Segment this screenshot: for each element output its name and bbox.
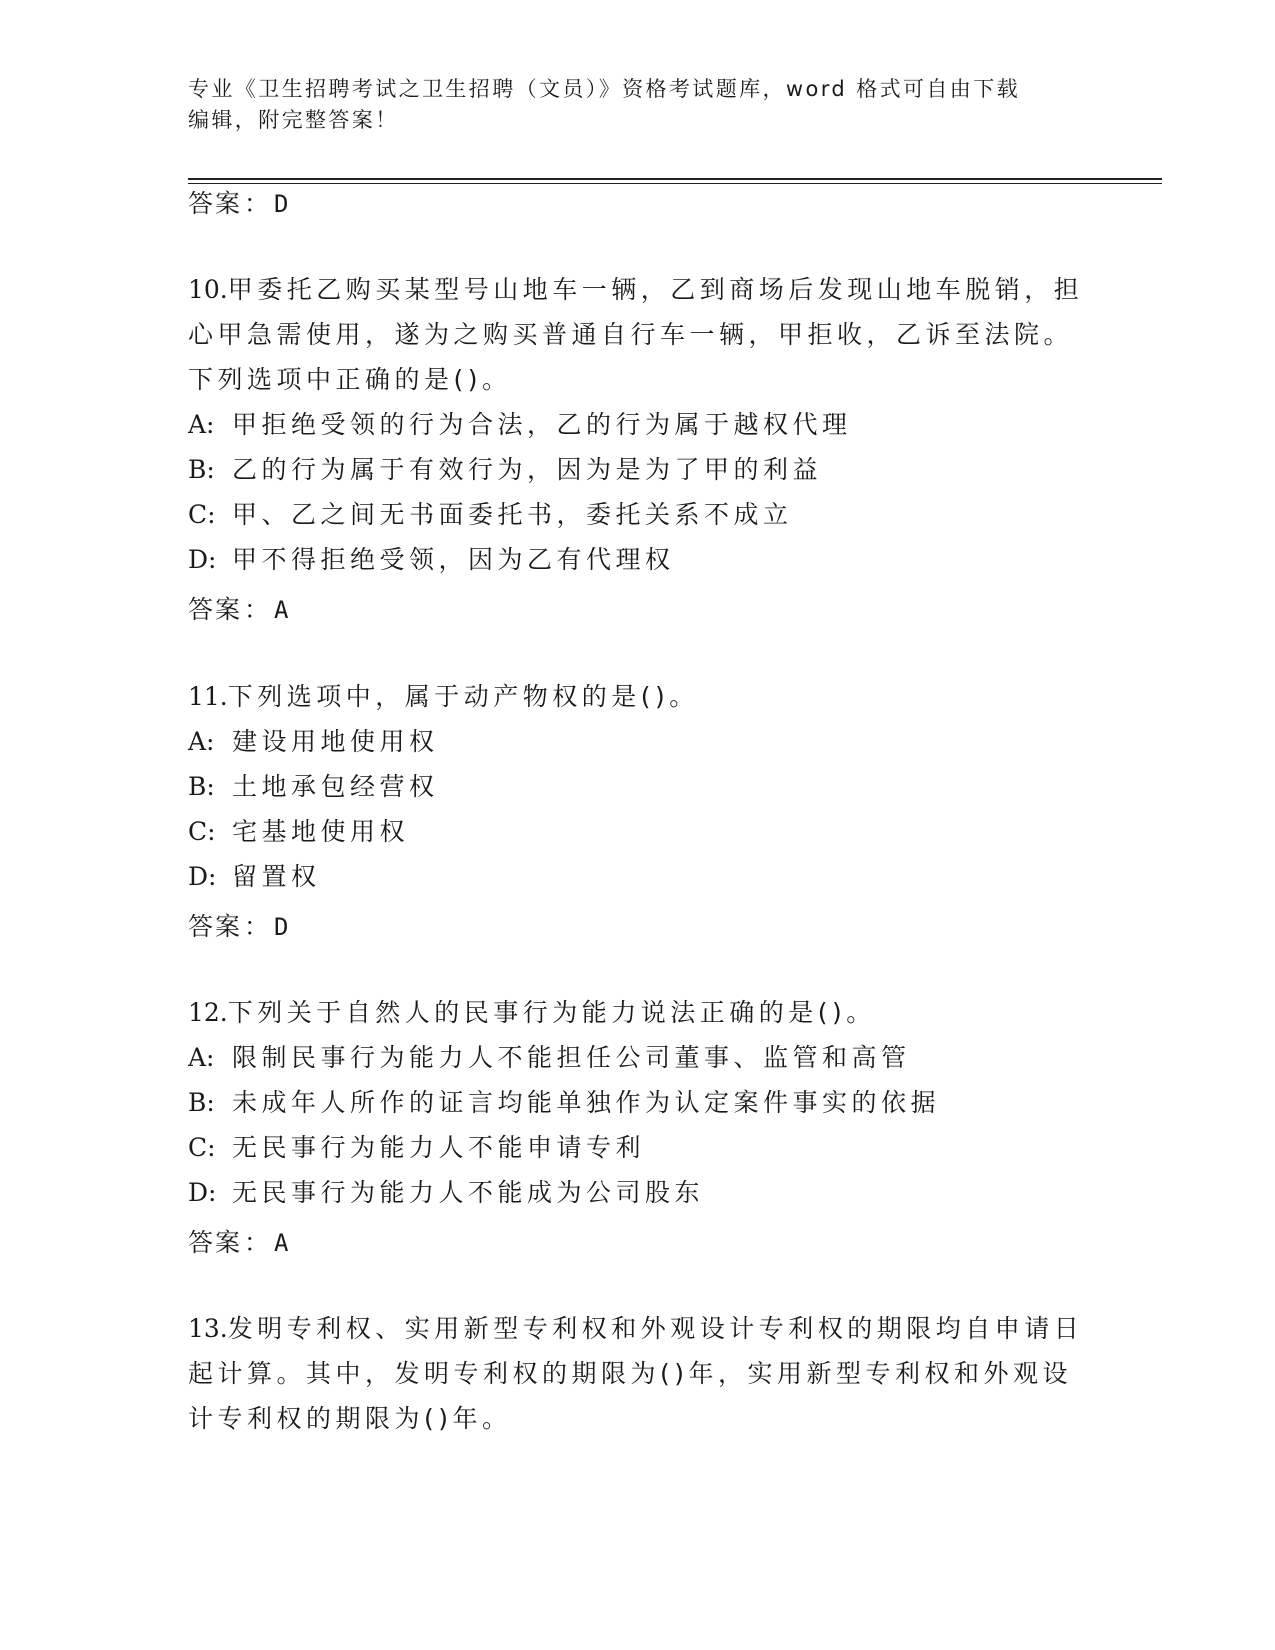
answer-label: 答案 [188,189,243,218]
answer-value: D [274,190,290,218]
option-key: B: [188,1088,215,1117]
intro-line-2: 编辑，附完整答案！ [188,108,399,132]
answer-label: 答案 [188,912,243,941]
answer-value: D [274,913,290,941]
question-number: 11. [188,682,228,711]
option-c [188,498,793,532]
option-key: A: [188,727,215,756]
question-line [188,680,699,714]
option-key: A: [188,1043,215,1072]
option-c [188,1131,645,1165]
question-text: 下列选项中正确的是()。 [188,365,512,394]
answer-separator: ： [244,1228,271,1257]
question-number: 10. [188,275,228,304]
option-key: C: [188,1133,216,1162]
answer-separator: ： [244,189,271,218]
question-line [188,318,1073,352]
option-text: 宅基地使用权 [232,817,410,846]
question-line [188,1357,1072,1391]
option-text: 无民事行为能力人不能成为公司股东 [232,1178,705,1207]
question-line [188,1312,1083,1346]
question-text: 发明专利权、实用新型专利权和外观设计专利权的期限均自申请日 [227,1314,1084,1343]
document-intro [188,74,1068,136]
option-b [188,453,822,487]
answer-line [188,910,289,944]
answer-label: 答案 [188,1228,243,1257]
question-text: 计专利权的期限为()年。 [188,1404,512,1433]
option-text: 未成年人所作的证言均能单独作为认定案件事实的依据 [232,1088,941,1117]
answer-line [188,593,289,627]
option-key: A: [188,410,215,439]
option-text: 甲、乙之间无书面委托书，委托关系不成立 [232,500,793,529]
question-text: 下列选项中，属于动产物权的是()。 [227,682,699,711]
option-b [188,1086,940,1120]
option-key: B: [188,455,215,484]
option-key: C: [188,817,216,846]
question-line [188,273,1083,307]
option-key: D: [188,545,217,574]
option-text: 限制民事行为能力人不能担任公司董事、监管和高管 [232,1043,911,1072]
option-a [188,1041,911,1075]
header-rule-thick [188,178,1162,180]
question-line [188,1402,512,1436]
intro-line-1: 专业《卫生招聘考试之卫生招聘（文员）》资格考试题库，word 格式可自由下载 [188,77,1020,101]
option-key: B: [188,772,215,801]
question-text: 下列关于自然人的民事行为能力说法正确的是()。 [227,998,876,1027]
option-text: 甲不得拒绝受领，因为乙有代理权 [232,545,675,574]
question-line [188,996,876,1030]
option-text: 乙的行为属于有效行为，因为是为了甲的利益 [232,455,823,484]
answer-value: A [274,1229,290,1257]
answer-value: A [274,596,290,624]
answer-line [188,1226,289,1260]
question-number: 13. [188,1314,228,1343]
option-a [188,725,439,759]
option-key: D: [188,862,217,891]
option-d [188,860,321,894]
option-d [188,1176,704,1210]
option-b [188,770,439,804]
question-text: 心甲急需使用，遂为之购买普通自行车一辆，甲拒收，乙诉至法院。 [188,320,1074,349]
answer-label: 答案 [188,595,243,624]
answer-line [188,187,289,221]
option-c [188,815,409,849]
option-text: 土地承包经营权 [232,772,439,801]
option-text: 建设用地使用权 [232,727,439,756]
option-key: C: [188,500,216,529]
option-a [188,408,852,442]
answer-separator: ： [244,912,271,941]
option-key: D: [188,1178,217,1207]
option-text: 甲拒绝受领的行为合法，乙的行为属于越权代理 [232,410,852,439]
option-d [188,543,675,577]
option-text: 无民事行为能力人不能申请专利 [232,1133,646,1162]
question-text: 甲委托乙购买某型号山地车一辆，乙到商场后发现山地车脱销，担 [227,275,1084,304]
question-text: 起计算。其中，发明专利权的期限为()年，实用新型专利权和外观设 [188,1359,1073,1388]
option-text: 留置权 [232,862,321,891]
question-number: 12. [188,998,228,1027]
header-rule-thin [188,183,1162,184]
question-line [188,363,512,397]
answer-separator: ： [244,595,271,624]
